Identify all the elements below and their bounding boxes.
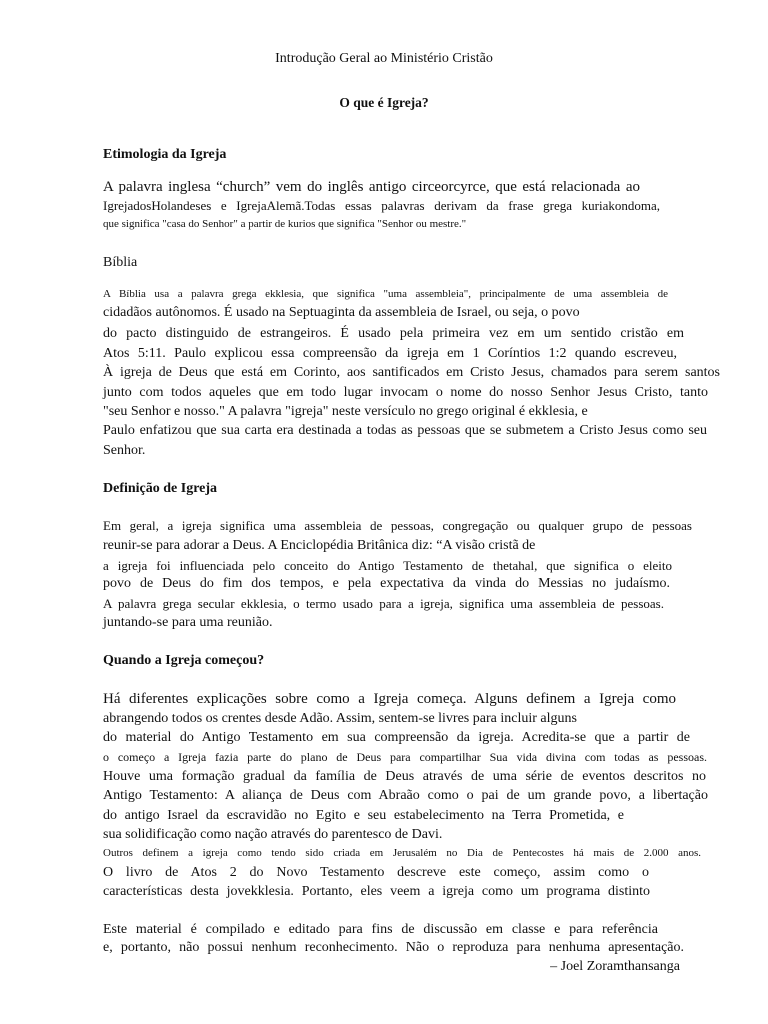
etimologia-line: A palavra inglesa “church” vem do inglês antigo circeorcyrce, que está relacionada ao: [103, 179, 640, 195]
biblia-line: Atos 5:11. Paulo explicou essa compreensão da igreja em 1 Coríntios 1:2 quando escreveu,: [103, 346, 677, 361]
biblia-line: Senhor.: [103, 443, 146, 458]
quando-line: Antigo Testamento: A aliança de Deus com Abraão como o pai de um grande povo, a libertação: [103, 788, 708, 803]
quando-line: do material do Antigo Testamento em sua compreensão da igreja. Acredita-se que a partir de: [103, 730, 690, 745]
quando-line: sua solidificação como nação através do parentesco de Davi.: [103, 827, 443, 842]
definicao-line: povo de Deus do fim dos tempos, e pela expectativa da vinda do Messias no judaísmo.: [103, 576, 670, 591]
quando-line: Houve uma formação gradual da família de Deus através de uma série de eventos descritos no: [103, 769, 706, 784]
document-subtitle: O que é Igreja?: [339, 95, 429, 110]
biblia-line: "seu Senhor e nosso." A palavra "igreja" neste versículo no grego original é ekklesia, e: [103, 404, 588, 419]
biblia-line: junto com todos aqueles que em todo lugar invocam o nome do nosso Senhor Jesus Cristo, tanto: [103, 385, 708, 400]
biblia-line: A Bíblia usa a palavra grega ekklesia, que significa "uma assembleia", principalmente de uma assembleia de: [103, 288, 668, 300]
quando-line: O livro de Atos 2 do Novo Testamento descreve este começo, assim como o: [103, 865, 649, 880]
definicao-line: A palavra grega secular ekklesia, o termo usado para a igreja, significa uma assembleia de pessoas.: [103, 596, 664, 611]
definicao-line: juntando-se para uma reunião.: [103, 615, 273, 630]
quando-line: Outros definem a igreja como tendo sido criada em Jerusalém no Dia de Pentecostes há mais de 2.000 anos.: [103, 847, 701, 859]
author-signature: – Joel Zoramthansanga: [550, 959, 680, 974]
biblia-line: Paulo enfatizou que sua carta era destinada a todas as pessoas que se submetem a Cristo Jesus como seu: [103, 423, 707, 438]
section-heading-etimologia: Etimologia da Igreja: [103, 147, 227, 162]
footer-line: e, portanto, não possui nenhum reconhecimento. Não o reproduza para nenhuma apresentação.: [103, 940, 684, 955]
section-heading-biblia: Bíblia: [103, 255, 138, 270]
document-title: Introdução Geral ao Ministério Cristão: [275, 51, 493, 66]
biblia-line: À igreja de Deus que está em Corinto, aos santificados em Cristo Jesus, chamados para serem santos: [103, 365, 720, 380]
quando-line: abrangendo todos os crentes desde Adão. Assim, sentem-se livres para incluir alguns: [103, 711, 577, 726]
section-heading-definicao: Definição de Igreja: [103, 481, 218, 496]
quando-line: características desta jovekklesia. Portanto, eles veem a igreja como um programa distinto: [103, 884, 650, 899]
etimologia-line: IgrejadosHolandeses e IgrejaAlemã.Todas essas palavras derivam da frase grega kuriakondoma,: [103, 198, 660, 213]
biblia-line: cidadãos autônomos. É usado na Septuaginta da assembleia de Israel, ou seja, o povo: [103, 305, 580, 320]
definicao-line: Em geral, a igreja significa uma assembleia de pessoas, congregação ou qualquer grupo de pessoas: [103, 518, 692, 533]
definicao-line: reunir-se para adorar a Deus. A Enciclopédia Britânica diz: “A visão cristã de: [103, 538, 536, 553]
footer-line: Este material é compilado e editado para fins de discussão em classe e para referência: [103, 922, 658, 937]
definicao-line: a igreja foi influenciada pelo conceito do Antigo Testamento de thetahal, que significa o eleito: [103, 558, 672, 573]
quando-line: do antigo Israel da escravidão no Egito e seu estabelecimento na Terra Prometida, e: [103, 808, 624, 823]
biblia-line: do pacto distinguido de estrangeiros. É usado pela primeira vez em um sentido cristão em: [103, 326, 684, 341]
section-heading-quando: Quando a Igreja começou?: [103, 653, 265, 668]
quando-line: o começo a Igreja fazia parte do plano de Deus para compartilhar Sua vida divina com todas as pessoas.: [103, 750, 707, 764]
quando-line: Há diferentes explicações sobre como a Igreja começa. Alguns definem a Igreja como: [103, 691, 676, 707]
etimologia-line: que significa "casa do Senhor" a partir de kurios que significa "Senhor ou mestre.": [103, 218, 467, 230]
